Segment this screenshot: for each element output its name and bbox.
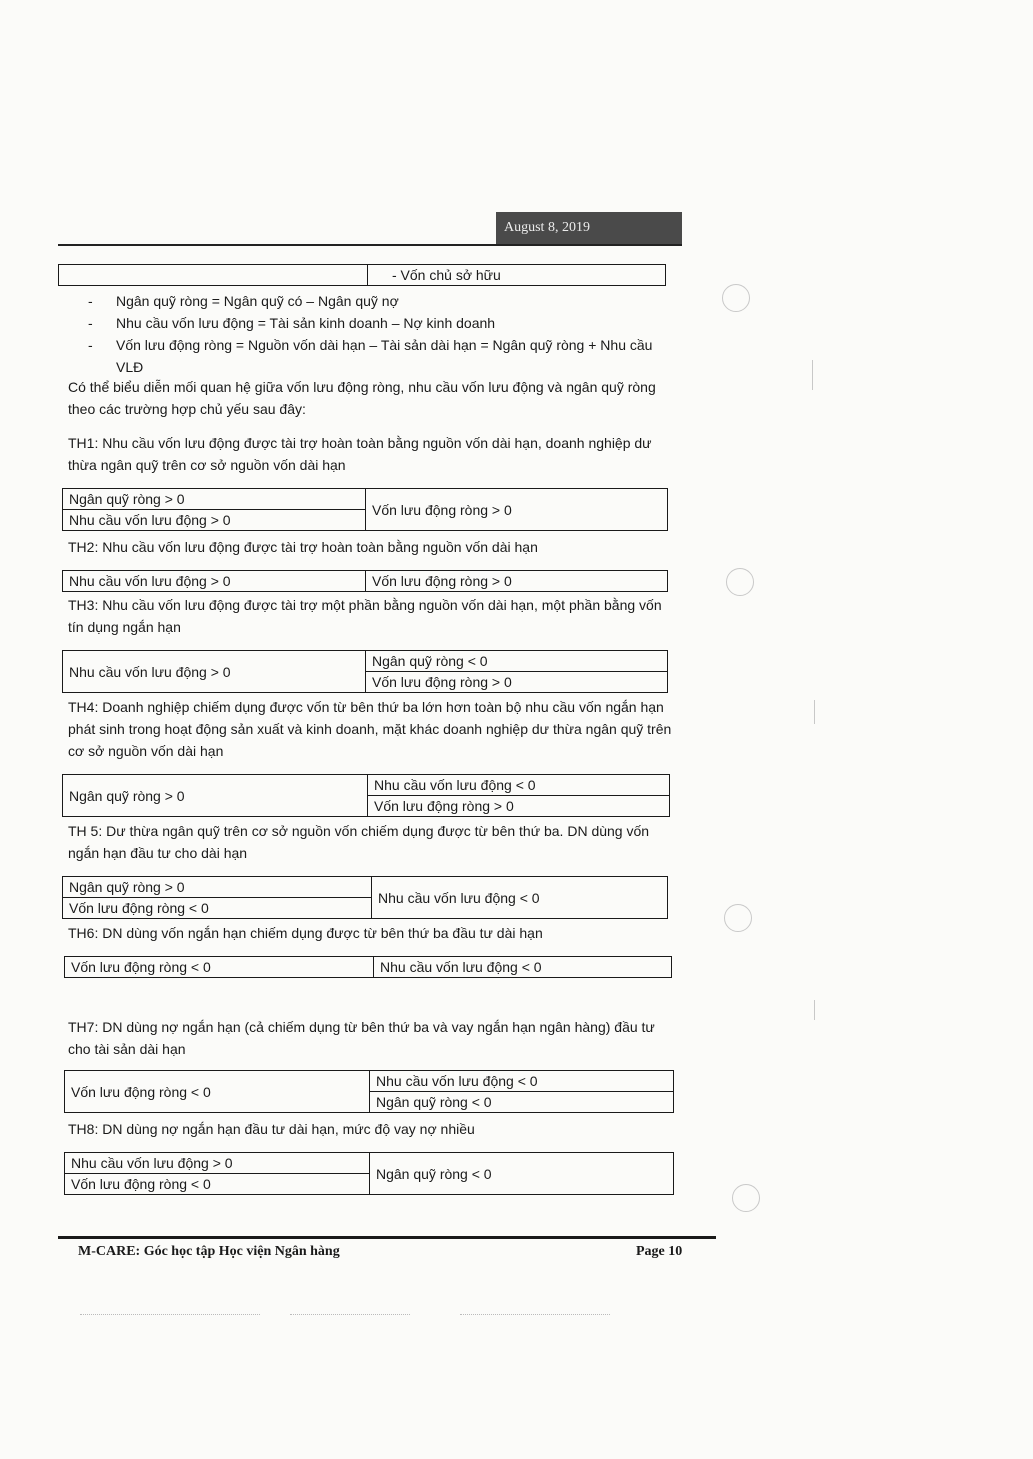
case-4-title: TH4: Doanh nghiệp chiếm dụng được vốn từ bên thứ ba lớn hơn toàn bộ nhu cầu vốn ngắn hạn phát sinh trong hoạt động sản xuất và kinh doanh, mặt khác doanh nghiệp dư thừa ngân quỹ trên cơ sở nguồn vốn dài hạn <box>68 699 672 759</box>
case-8-left-2: Vốn lưu động ròng < 0 <box>65 1174 370 1195</box>
case-3-right-1: Ngân quỹ ròng < 0 <box>366 651 668 672</box>
case-3-left: Nhu cầu vốn lưu động > 0 <box>63 651 366 693</box>
footer-source: M-CARE: Góc học tập Học viện Ngân hàng <box>78 1244 340 1259</box>
top-table <box>58 264 666 286</box>
punch-hole <box>732 1184 760 1212</box>
case-6-right: Nhu cầu vốn lưu động < 0 <box>374 957 672 978</box>
scan-edge <box>814 700 815 724</box>
case-7-left: Vốn lưu động ròng < 0 <box>65 1071 370 1113</box>
top-table-left-cell <box>59 265 368 286</box>
case-5-table <box>62 876 668 919</box>
case-1-table <box>62 488 668 531</box>
case-6-table <box>64 956 672 978</box>
header-rule <box>58 244 682 246</box>
case-4-right-1: Nhu cầu vốn lưu động < 0 <box>368 775 670 796</box>
punch-hole <box>724 904 752 932</box>
page-number: Page 10 <box>636 1244 683 1259</box>
case-6-title: TH6: DN dùng vốn ngắn hạn chiếm dụng được từ bên thứ ba đầu tư dài hạn <box>68 925 543 941</box>
case-3-title: TH3: Nhu cầu vốn lưu động được tài trợ một phần bằng nguồn vốn dài hạn, một phần bằng vốn tín dụng ngắn hạn <box>68 597 662 635</box>
scan-edge <box>812 360 813 390</box>
case-5-left-1: Ngân quỹ ròng > 0 <box>63 877 372 898</box>
case-2-title: TH2: Nhu cầu vốn lưu động được tài trợ hoàn toàn bằng nguồn vốn dài hạn <box>68 539 538 555</box>
case-2-left: Nhu cầu vốn lưu động > 0 <box>63 571 366 592</box>
case-4-right-2: Vốn lưu động ròng > 0 <box>368 796 670 817</box>
case-4-left: Ngân quỹ ròng > 0 <box>63 775 368 817</box>
bullet-item: - Vốn lưu động ròng = Nguồn vốn dài hạn – Tài sản dài hạn = Ngân quỹ ròng + Nhu cầu VLĐ <box>88 337 653 375</box>
punch-hole <box>726 568 754 596</box>
case-5-right: Nhu cầu vốn lưu động < 0 <box>372 877 668 919</box>
case-8-title: TH8: DN dùng nợ ngắn hạn đầu tư dài hạn, mức độ vay nợ nhiều <box>68 1121 475 1137</box>
scan-edge <box>814 1000 815 1020</box>
bullet-item: - Ngân quỹ ròng = Ngân quỹ có – Ngân quỹ nợ <box>88 293 399 309</box>
case-1-left-2: Nhu cầu vốn lưu động > 0 <box>63 510 366 531</box>
case-7-table <box>64 1070 674 1113</box>
bullet-item: - Nhu cầu vốn lưu động = Tài sản kinh doanh – Nợ kinh doanh <box>88 315 496 331</box>
scan-dots <box>460 1314 610 1316</box>
case-5-title: TH 5: Dư thừa ngân quỹ trên cơ sở nguồn vốn chiếm dụng được từ bên thứ ba. DN dùng vốn ngắn hạn đầu tư cho dài hạn <box>68 823 650 861</box>
case-7-right-2: Ngân quỹ ròng < 0 <box>370 1092 674 1113</box>
case-1-title: TH1: Nhu cầu vốn lưu động được tài trợ hoàn toàn bằng nguồn vốn dài hạn, doanh nghiệp dư thừa ngân quỹ trên cơ sở nguồn vốn dài hạn <box>68 435 652 473</box>
case-1-right: Vốn lưu động ròng > 0 <box>366 489 668 531</box>
header-date: August 8, 2019 <box>496 212 682 244</box>
case-2-right: Vốn lưu động ròng > 0 <box>366 571 668 592</box>
scan-dots <box>290 1314 410 1316</box>
case-7-title: TH7: DN dùng nợ ngắn hạn (cả chiếm dụng từ bên thứ ba và vay ngắn hạn ngân hàng) đầu tư cho tài sản dài hạn <box>68 1019 655 1057</box>
case-6-left: Vốn lưu động ròng < 0 <box>65 957 374 978</box>
intro-paragraph: Có thể biểu diễn mối quan hệ giữa vốn lưu động ròng, nhu cầu vốn lưu động và ngân quỹ ròng theo các trường hợp chủ yếu sau đây: <box>68 379 656 417</box>
case-3-right-2: Vốn lưu động ròng > 0 <box>366 672 668 693</box>
scan-dots <box>80 1314 260 1316</box>
case-7-right-1: Nhu cầu vốn lưu động < 0 <box>370 1071 674 1092</box>
case-8-right: Ngân quỹ ròng < 0 <box>370 1153 674 1195</box>
case-8-table <box>64 1152 674 1195</box>
case-8-left-1: Nhu cầu vốn lưu động > 0 <box>65 1153 370 1174</box>
case-1-left-1: Ngân quỹ ròng > 0 <box>63 489 366 510</box>
case-3-table <box>62 650 668 693</box>
case-4-table <box>62 774 670 817</box>
footer-rule <box>58 1236 716 1239</box>
punch-hole <box>722 284 750 312</box>
top-table-right-cell: - Vốn chủ sở hữu <box>368 265 666 286</box>
case-2-table <box>62 570 668 592</box>
case-5-left-2: Vốn lưu động ròng < 0 <box>63 898 372 919</box>
